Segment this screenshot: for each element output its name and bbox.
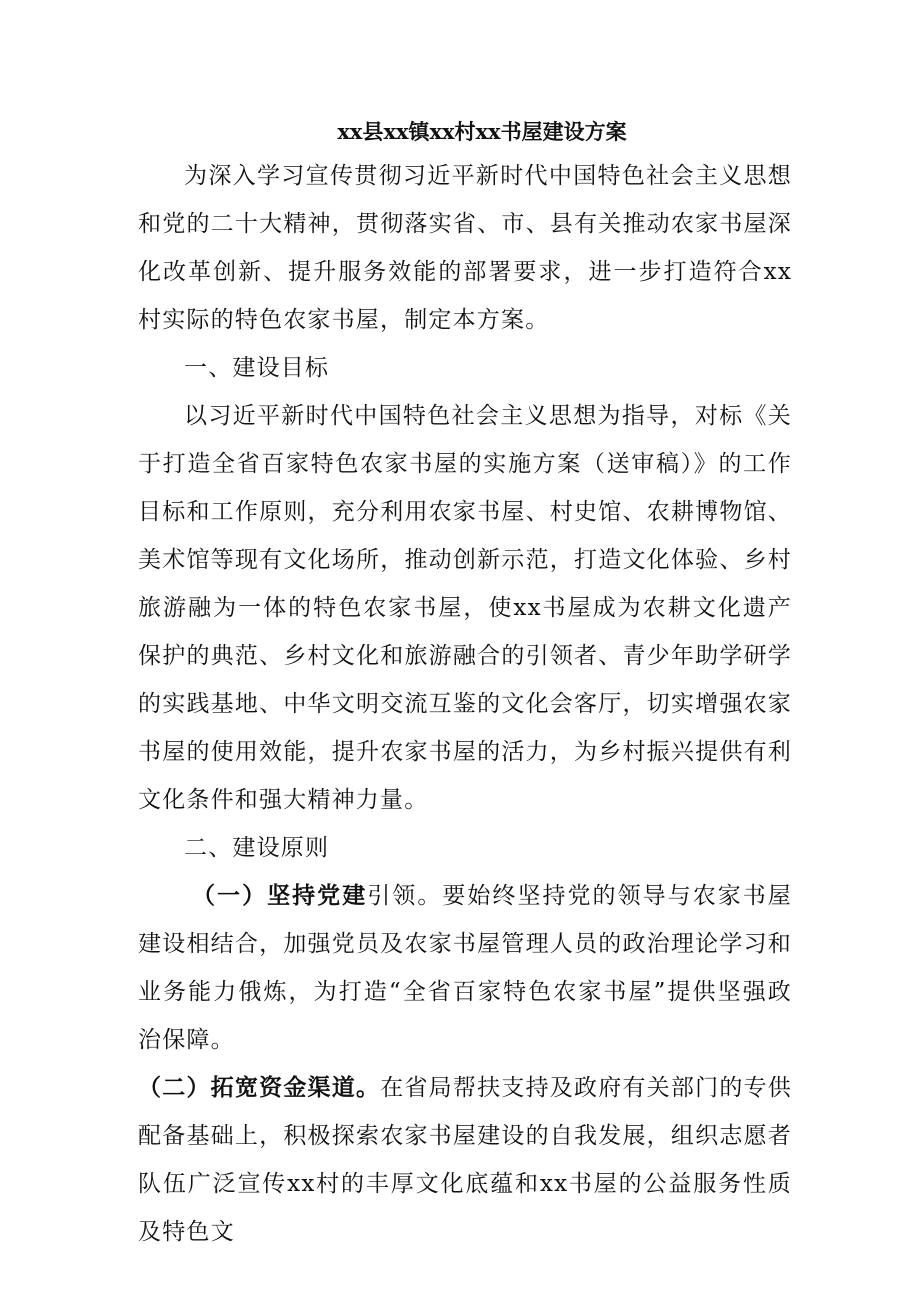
principle-item-2-text: 在省局帮扶支持及政府有关部门的专供配备基础上，积极探索农家书屋建设的自我发展，组织志愿者队伍广泛宣传xx村的丰厚文化底蕴和xx书屋的公益服务性质及特色文 — [138, 1075, 792, 1245]
principle-item-2-lead: （二）拓宽资金渠道。 — [138, 1074, 381, 1101]
principle-item-1 — [138, 872, 792, 1064]
document-title: xx县xx镇xx村xx书屋建设方案 — [337, 119, 627, 144]
intro-paragraph: 为深入学习宣传贯彻习近平新时代中国特色社会主义思想和党的二十大精神，贯彻落实省、市、县有关推动农家书屋深化改革创新、提升服务效能的部署要求，进一步打造符合xx村实际的特色农家书屋，制定本方案。 — [138, 163, 792, 333]
goals-paragraph: 以习近平新时代中国特色社会主义思想为指导，对标《关于打造全省百家特色农家书屋的实施方案（送审稿）》的工作目标和工作原则，充分利用农家书屋、村史馆、农耕博物馆、美术馆等现有文化场所，推动创新示范，打造文化体验、乡村旅游融为一体的特色农家书屋，使xx书屋成为农耕文化遗产保护的典范、乡村文化和旅游融合的引领者、青少年助学研学的实践基地、中华文明交流互鉴的文化会客厅，切实增强农家书屋的使用效能，提升农家书屋的活力，为乡村振兴提供有利文化条件和强大精神力量。 — [138, 403, 792, 813]
principle-item-2 — [138, 1064, 792, 1256]
principle-item-1-lead: （一）坚持党建 — [192, 882, 368, 909]
section-heading-principles: 二、建设原则 — [184, 835, 330, 861]
section-heading-goals: 一、建设目标 — [184, 355, 330, 381]
principle-item-1-text: 引领。要始终坚持党的领导与农家书屋建设相结合，加强党员及农家书屋管理人员的政治理论学习和业务能力俄炼，为打造“全省百家特色农家书屋”提供坚强政治保障。 — [138, 883, 792, 1053]
